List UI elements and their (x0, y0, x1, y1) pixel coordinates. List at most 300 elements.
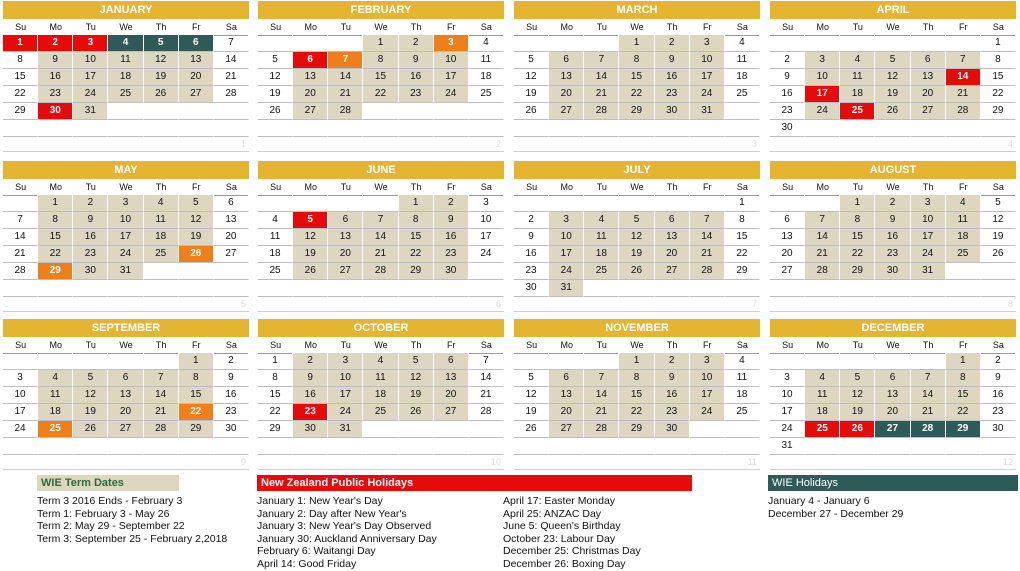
day-cell: 19 (258, 86, 293, 103)
day-cell: 28 (690, 263, 725, 280)
day-cell: 22 (619, 86, 654, 103)
day-cell: 29 (981, 103, 1016, 120)
empty-cell (469, 120, 504, 137)
day-cell: 12 (179, 212, 214, 229)
day-cell: 19 (981, 229, 1016, 246)
empty-cell (946, 263, 981, 280)
day-cell: 21 (805, 246, 840, 263)
weekday-label: Tu (840, 179, 875, 196)
day-cell: 22 (725, 246, 760, 263)
day-cell: 13 (549, 387, 584, 404)
day-cell: 22 (619, 404, 654, 421)
day-cell: 10 (805, 69, 840, 86)
empty-cell (725, 421, 760, 438)
empty-cell (549, 35, 584, 52)
day-cell: 1 (399, 195, 434, 212)
day-cell: 5 (514, 52, 549, 69)
wie-holiday-line: January 4 - January 6 (768, 495, 870, 507)
month-number: 6 (258, 297, 504, 312)
day-cell: 9 (655, 370, 690, 387)
day-cell: 17 (690, 69, 725, 86)
month-number: 11 (514, 455, 760, 470)
month-number: 7 (514, 297, 760, 312)
weekday-label: Sa (469, 337, 504, 354)
day-cell: 27 (911, 103, 946, 120)
day-cell: 26 (73, 421, 108, 438)
day-cell: 2 (399, 35, 434, 52)
day-grid (514, 195, 760, 297)
day-cell: 23 (875, 246, 910, 263)
empty-cell (911, 280, 946, 297)
month-title: MAY (3, 161, 249, 179)
empty-cell (655, 195, 690, 212)
month-number: 10 (258, 455, 504, 470)
day-cell: 13 (875, 387, 910, 404)
day-cell: 28 (214, 86, 249, 103)
empty-cell (399, 120, 434, 137)
empty-cell (214, 103, 249, 120)
day-cell: 14 (584, 69, 619, 86)
day-cell: 9 (73, 212, 108, 229)
weekday-label: Su (258, 337, 293, 354)
month-title: AUGUST (770, 161, 1016, 179)
weekday-label: We (619, 179, 654, 196)
day-cell: 15 (981, 69, 1016, 86)
day-cell: 17 (770, 404, 805, 421)
weekday-label: Th (655, 19, 690, 36)
weekday-label: Sa (469, 179, 504, 196)
day-cell: 13 (911, 69, 946, 86)
day-cell: 23 (770, 103, 805, 120)
day-cell: 11 (108, 52, 143, 69)
empty-cell (38, 280, 73, 297)
month-october (258, 319, 504, 470)
empty-cell (258, 120, 293, 137)
empty-cell (3, 438, 38, 455)
month-december (770, 319, 1016, 470)
empty-cell (619, 120, 654, 137)
empty-cell (770, 35, 805, 52)
day-cell: 10 (770, 387, 805, 404)
day-cell: 27 (770, 263, 805, 280)
weekday-label: Th (911, 179, 946, 196)
day-cell: 18 (38, 404, 73, 421)
weekday-header (258, 337, 504, 353)
day-cell: 22 (840, 246, 875, 263)
day-cell: 23 (514, 263, 549, 280)
day-grid (514, 353, 760, 455)
weekday-label: Fr (690, 337, 725, 354)
weekday-label: Fr (946, 337, 981, 354)
day-cell: 27 (549, 421, 584, 438)
month-number: 2 (258, 137, 504, 152)
wie-term-dates-title: WIE Term Dates (37, 475, 179, 491)
day-cell: 16 (293, 387, 328, 404)
day-cell: 11 (144, 212, 179, 229)
empty-cell (690, 421, 725, 438)
empty-cell (469, 421, 504, 438)
holiday-line: January 3: New Year's Day Observed (257, 520, 432, 533)
day-cell: 27 (328, 263, 363, 280)
empty-cell (258, 280, 293, 297)
day-cell: 23 (214, 404, 249, 421)
day-cell: 20 (911, 86, 946, 103)
day-cell: 25 (363, 404, 398, 421)
day-cell: 30 (434, 263, 469, 280)
weekday-label: Su (258, 179, 293, 196)
empty-cell (363, 195, 398, 212)
empty-cell (73, 438, 108, 455)
empty-cell (584, 35, 619, 52)
day-cell: 8 (619, 52, 654, 69)
day-cell: 30 (770, 120, 805, 137)
day-cell: 24 (434, 86, 469, 103)
day-cell: 18 (258, 246, 293, 263)
wie-term-line: Term 3 2016 Ends - February 3 (37, 495, 183, 507)
day-cell: 15 (840, 229, 875, 246)
weekday-label: Fr (179, 337, 214, 354)
day-cell: 6 (293, 52, 328, 69)
day-cell: 5 (293, 212, 328, 229)
day-cell: 7 (144, 370, 179, 387)
day-cell: 22 (981, 86, 1016, 103)
weekday-label: Th (399, 19, 434, 36)
empty-cell (258, 195, 293, 212)
day-cell: 3 (911, 195, 946, 212)
day-cell: 12 (981, 212, 1016, 229)
empty-cell (584, 195, 619, 212)
empty-cell (434, 103, 469, 120)
month-number: 8 (770, 297, 1016, 312)
empty-cell (584, 438, 619, 455)
month-number: 12 (770, 455, 1016, 470)
day-cell: 28 (469, 404, 504, 421)
empty-cell (108, 438, 143, 455)
holiday-line: December 25: Christmas Day (503, 545, 641, 558)
day-cell: 6 (549, 52, 584, 69)
day-cell: 2 (875, 195, 910, 212)
month-january (3, 1, 249, 152)
day-cell: 9 (434, 212, 469, 229)
day-cell: 12 (293, 229, 328, 246)
empty-cell (38, 120, 73, 137)
empty-cell (363, 438, 398, 455)
day-cell: 29 (619, 421, 654, 438)
day-cell: 27 (179, 86, 214, 103)
day-cell: 16 (38, 69, 73, 86)
day-cell: 24 (911, 246, 946, 263)
day-cell: 3 (108, 195, 143, 212)
empty-cell (328, 438, 363, 455)
day-cell: 21 (328, 86, 363, 103)
month-april (770, 1, 1016, 152)
day-cell: 30 (214, 421, 249, 438)
month-title: SEPTEMBER (3, 319, 249, 337)
weekday-label: Tu (328, 179, 363, 196)
day-cell: 17 (3, 404, 38, 421)
day-cell: 5 (144, 35, 179, 52)
day-cell: 17 (549, 246, 584, 263)
day-cell: 10 (690, 52, 725, 69)
weekday-label: Tu (73, 337, 108, 354)
weekday-label: Tu (840, 19, 875, 36)
day-cell: 4 (725, 35, 760, 52)
day-cell: 20 (328, 246, 363, 263)
empty-cell (399, 103, 434, 120)
wie-holidays-title: WIE Holidays (768, 475, 1018, 491)
day-cell: 14 (214, 52, 249, 69)
day-cell: 9 (655, 52, 690, 69)
weekday-label: Su (770, 179, 805, 196)
day-cell: 1 (981, 35, 1016, 52)
day-cell: 14 (584, 387, 619, 404)
day-cell: 26 (514, 103, 549, 120)
day-cell: 29 (840, 263, 875, 280)
day-cell: 20 (655, 246, 690, 263)
empty-cell (655, 438, 690, 455)
empty-cell (293, 35, 328, 52)
empty-cell (690, 195, 725, 212)
empty-cell (805, 195, 840, 212)
day-cell: 21 (584, 404, 619, 421)
empty-cell (214, 280, 249, 297)
weekday-label: We (363, 179, 398, 196)
weekday-label: Fr (434, 337, 469, 354)
day-cell: 29 (179, 421, 214, 438)
day-cell: 5 (875, 52, 910, 69)
day-cell: 30 (514, 280, 549, 297)
day-cell: 15 (179, 387, 214, 404)
day-cell: 13 (179, 52, 214, 69)
day-cell: 11 (469, 52, 504, 69)
day-cell: 19 (144, 69, 179, 86)
month-number: 5 (3, 297, 249, 312)
day-cell: 14 (144, 387, 179, 404)
empty-cell (108, 353, 143, 370)
weekday-label: Mo (293, 337, 328, 354)
day-cell: 23 (73, 246, 108, 263)
day-cell: 7 (584, 370, 619, 387)
day-cell: 9 (770, 69, 805, 86)
day-cell: 15 (946, 387, 981, 404)
day-cell: 8 (946, 370, 981, 387)
empty-cell (293, 120, 328, 137)
day-cell: 8 (981, 52, 1016, 69)
day-cell: 19 (875, 86, 910, 103)
empty-cell (179, 263, 214, 280)
empty-cell (363, 103, 398, 120)
empty-cell (584, 353, 619, 370)
day-cell: 21 (469, 387, 504, 404)
empty-cell (805, 353, 840, 370)
holiday-line: January 1: New Year's Day (257, 495, 383, 507)
weekday-label: Sa (725, 179, 760, 196)
day-cell: 16 (399, 69, 434, 86)
day-cell: 12 (399, 370, 434, 387)
day-cell: 4 (108, 35, 143, 52)
weekday-label: Tu (584, 19, 619, 36)
day-cell: 15 (363, 69, 398, 86)
day-cell: 7 (805, 212, 840, 229)
wie-term-line: Term 2: May 29 - September 22 (37, 520, 185, 533)
day-cell: 10 (328, 370, 363, 387)
day-cell: 7 (363, 212, 398, 229)
day-cell: 25 (144, 246, 179, 263)
weekday-label: Sa (981, 19, 1016, 36)
empty-cell (144, 280, 179, 297)
weekday-label: Mo (549, 337, 584, 354)
day-cell: 23 (399, 86, 434, 103)
day-cell: 2 (514, 212, 549, 229)
weekday-label: Fr (946, 179, 981, 196)
day-cell: 8 (363, 52, 398, 69)
empty-cell (38, 353, 73, 370)
month-title: OCTOBER (258, 319, 504, 337)
day-cell: 21 (584, 86, 619, 103)
empty-cell (725, 438, 760, 455)
day-cell: 5 (840, 370, 875, 387)
empty-cell (946, 438, 981, 455)
weekday-label: We (108, 19, 143, 36)
empty-cell (3, 120, 38, 137)
empty-cell (840, 438, 875, 455)
day-cell: 22 (258, 404, 293, 421)
empty-cell (144, 438, 179, 455)
weekday-label: Th (911, 19, 946, 36)
empty-cell (328, 35, 363, 52)
weekday-label: Th (655, 179, 690, 196)
day-cell: 4 (38, 370, 73, 387)
day-cell: 21 (946, 86, 981, 103)
day-cell: 2 (38, 35, 73, 52)
month-title: FEBRUARY (258, 1, 504, 19)
day-cell: 4 (584, 212, 619, 229)
day-cell: 26 (875, 103, 910, 120)
day-cell: 13 (655, 229, 690, 246)
weekday-label: Fr (690, 19, 725, 36)
empty-cell (911, 438, 946, 455)
empty-cell (399, 280, 434, 297)
day-cell: 13 (328, 229, 363, 246)
day-cell: 9 (514, 229, 549, 246)
day-grid (3, 195, 249, 297)
day-cell: 8 (258, 370, 293, 387)
empty-cell (805, 120, 840, 137)
day-cell: 16 (770, 86, 805, 103)
month-number: 1 (3, 137, 249, 152)
day-cell: 26 (399, 404, 434, 421)
weekday-label: We (619, 19, 654, 36)
day-cell: 24 (690, 86, 725, 103)
empty-cell (690, 120, 725, 137)
day-cell: 16 (655, 387, 690, 404)
day-cell: 29 (619, 103, 654, 120)
empty-cell (840, 353, 875, 370)
day-cell: 17 (911, 229, 946, 246)
day-cell: 9 (293, 370, 328, 387)
day-cell: 23 (38, 86, 73, 103)
day-cell: 3 (690, 353, 725, 370)
day-cell: 6 (434, 353, 469, 370)
weekday-label: Th (399, 337, 434, 354)
weekday-header (770, 179, 1016, 195)
empty-cell (514, 353, 549, 370)
day-cell: 18 (144, 229, 179, 246)
wie-holiday-line: December 27 - December 29 (768, 507, 904, 520)
day-cell: 20 (179, 69, 214, 86)
day-cell: 21 (144, 404, 179, 421)
month-february (258, 1, 504, 152)
day-cell: 5 (179, 195, 214, 212)
empty-cell (108, 120, 143, 137)
month-title: JUNE (258, 161, 504, 179)
empty-cell (981, 120, 1016, 137)
day-cell: 2 (73, 195, 108, 212)
day-cell: 30 (655, 421, 690, 438)
day-cell: 16 (655, 69, 690, 86)
empty-cell (179, 103, 214, 120)
day-cell: 14 (946, 69, 981, 86)
day-cell: 28 (911, 421, 946, 438)
day-cell: 21 (363, 246, 398, 263)
day-cell: 23 (655, 404, 690, 421)
day-cell: 15 (619, 387, 654, 404)
day-cell: 25 (805, 421, 840, 438)
day-cell: 1 (363, 35, 398, 52)
day-cell: 19 (619, 246, 654, 263)
day-cell: 27 (108, 421, 143, 438)
weekday-header (770, 337, 1016, 353)
day-cell: 15 (3, 69, 38, 86)
empty-cell (73, 280, 108, 297)
weekday-label: We (875, 19, 910, 36)
day-cell: 12 (840, 387, 875, 404)
weekday-label: Su (258, 19, 293, 36)
day-cell: 26 (179, 246, 214, 263)
day-cell: 5 (258, 52, 293, 69)
month-november (514, 319, 760, 470)
empty-cell (293, 438, 328, 455)
day-cell: 2 (214, 353, 249, 370)
day-cell: 16 (73, 229, 108, 246)
month-number: 4 (770, 137, 1016, 152)
empty-cell (363, 421, 398, 438)
empty-cell (690, 438, 725, 455)
day-cell: 28 (805, 263, 840, 280)
weekday-label: We (108, 179, 143, 196)
day-cell: 21 (3, 246, 38, 263)
day-cell: 22 (399, 246, 434, 263)
day-cell: 24 (805, 103, 840, 120)
empty-cell (770, 280, 805, 297)
empty-cell (469, 263, 504, 280)
day-cell: 3 (469, 195, 504, 212)
weekday-label: Mo (38, 337, 73, 354)
empty-cell (981, 438, 1016, 455)
day-cell: 4 (946, 195, 981, 212)
day-cell: 1 (258, 353, 293, 370)
day-grid (3, 353, 249, 455)
empty-cell (38, 438, 73, 455)
day-cell: 11 (258, 229, 293, 246)
day-cell: 15 (399, 229, 434, 246)
day-cell: 1 (619, 35, 654, 52)
day-cell: 13 (549, 69, 584, 86)
empty-cell (911, 353, 946, 370)
month-title: NOVEMBER (514, 319, 760, 337)
day-cell: 26 (840, 421, 875, 438)
empty-cell (946, 120, 981, 137)
